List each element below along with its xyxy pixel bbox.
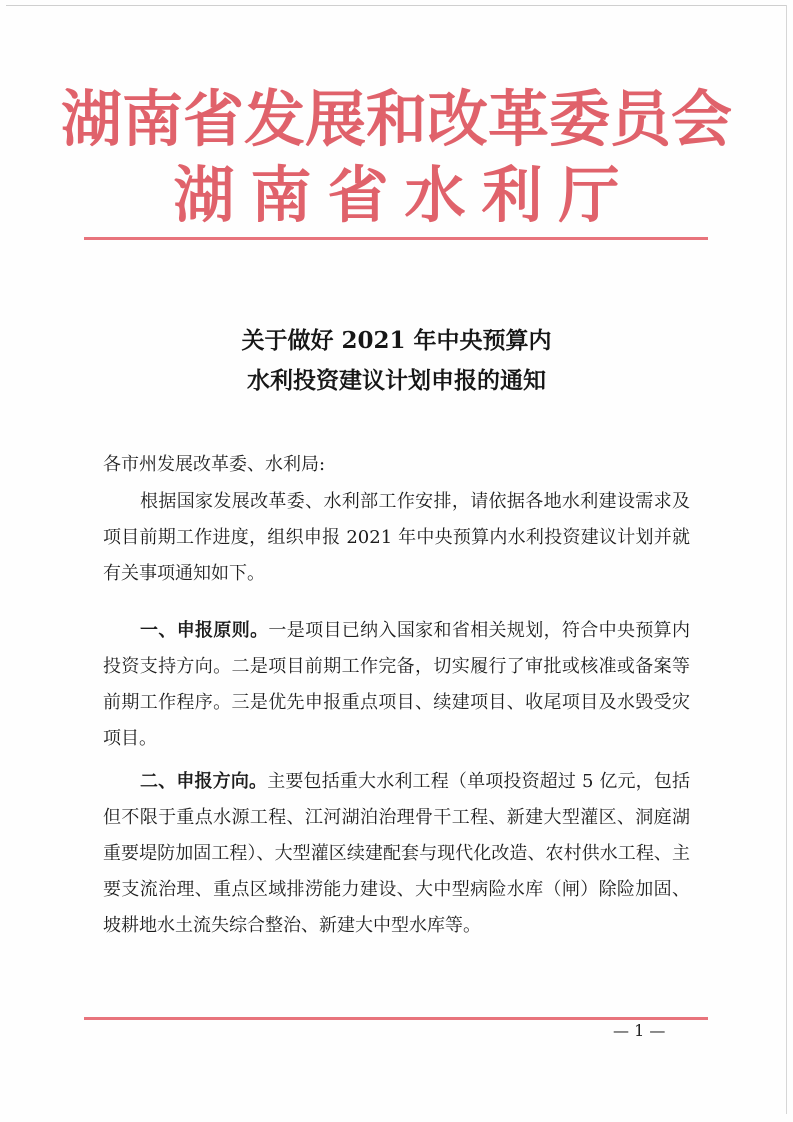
section-text: 一是项目已纳入国家和省相关规划，符合中央预算内投资支持方向。二是项目前期工作完备，切实履行了审批或核准或备案等前期工作程序。三是优先申报重点项目、续建项目、收尾项目及水毁受灾项目。 [103, 620, 691, 749]
document-title-line-1: 关于做好 2021 年中央预算内 [241, 327, 552, 354]
issuer-name-1: 湖南省发展和改革委员会 [60, 84, 732, 155]
page-number: — 1 — [613, 1021, 666, 1040]
salutation: 各市州发展改革委、水利局: [103, 454, 326, 475]
section-text: 主要包括重大水利工程（单项投资超过 5 亿元，包括但不限于重点水源工程、江河湖泊治理骨干工程、新建大型灌区、洞庭湖重要堤防加固工程）、大型灌区续建配套与现代化改造、农村供水工程、主要支流治理、重点区域排涝能力建设、大中型病险水库（闸）除险加固、坡耕地水土流失综合整治、新建大中型水库等。 [103, 771, 691, 936]
section-reporting-principles [103, 613, 690, 757]
header-red-rule [84, 237, 708, 240]
section-heading: 二、申报方向。 [140, 771, 268, 792]
page-edge-top [6, 5, 787, 6]
paragraph-intro: 根据国家发展改革委、水利部工作安排，请依据各地水利建设需求及项目前期工作进度，组织申报 2021 年中央预算内水利投资建议计划并就有关事项通知如下。 [103, 491, 690, 584]
document-title-line-2: 水利投资建议计划申报的通知 [247, 367, 546, 394]
section-reporting-directions [103, 764, 690, 944]
issuer-name-2: 湖南省水利厅 [173, 160, 636, 231]
section-heading: 一、申报原则。 [140, 620, 269, 641]
